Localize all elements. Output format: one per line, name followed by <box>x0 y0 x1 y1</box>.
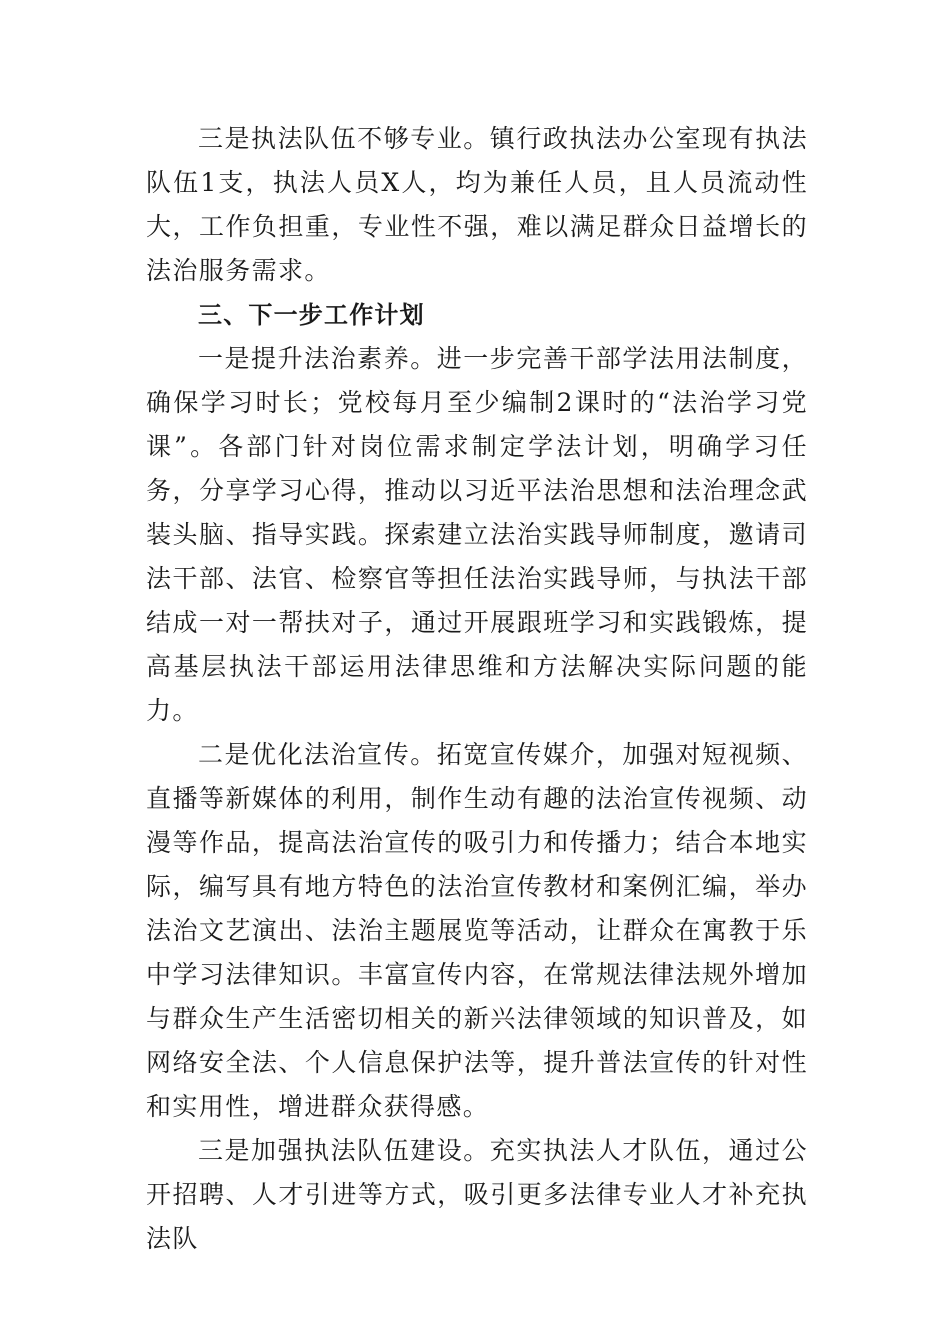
section-heading-next-steps: 三、下一步工作计划 <box>198 301 425 329</box>
document-body <box>146 117 808 1261</box>
paragraph-optimize-legal-publicity: 二是优化法治宣传。拓宽宣传媒介，加强对短视频、直播等新媒体的利用，制作生动有趣的法治宣传视频、动漫等作品，提高法治宣传的吸引力和传播力；结合本地实际，编写具有地方特色的法治宣传教材和案例汇编，举办法治文艺演出、法治主题展览等活动，让群众在寓教于乐中学习法律知识。丰富宣传内容，在常规法律法规外增加与群众生产生活密切相关的新兴法律领域的知识普及，如网络安全法、个人信息保护法等，提升普法宣传的针对性和实用性，增进群众获得感。 <box>146 740 808 1121</box>
paragraph-team-not-professional: 三是执法队伍不够专业。镇行政执法办公室现有执法队伍1支，执法人员X人，均为兼任人员，且人员流动性大，工作负担重，专业性不强，难以满足群众日益增长的法治服务需求。 <box>146 124 808 285</box>
paragraph-improve-legal-literacy: 一是提升法治素养。进一步完善干部学法用法制度，确保学习时长；党校每月至少编制2课时的“法治学习党课”。各部门针对岗位需求制定学法计划，明确学习任务，分享学习心得，推动以习近平法治思想和法治理念武装头脑、指导实践。探索建立法治实践导师制度，邀请司法干部、法官、检察官等担任法治实践导师，与执法干部结成一对一帮扶对子，通过开展跟班学习和实践锻炼，提高基层执法干部运用法律思维和方法解决实际问题的能力。 <box>146 344 808 725</box>
paragraph-strengthen-enforcement-team: 三是加强执法队伍建设。充实执法人才队伍，通过公开招聘、人才引进等方式，吸引更多法律专业人才补充执法队 <box>146 1136 808 1253</box>
